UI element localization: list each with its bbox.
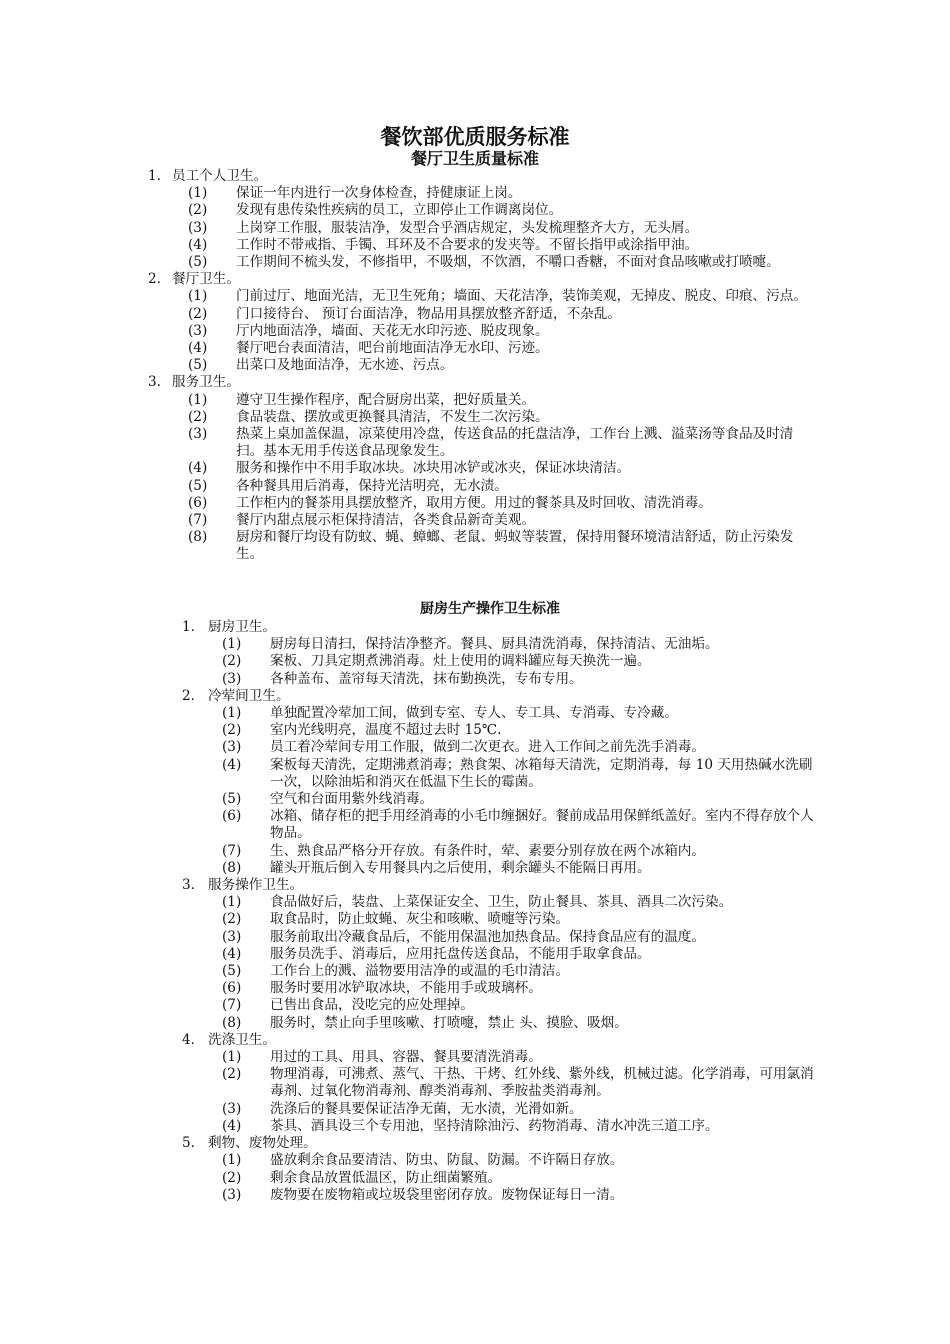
item-number: (4)	[188, 236, 208, 253]
section-title: 厨房卫生。	[208, 619, 276, 635]
list-item	[0, 791, 950, 808]
list-item	[0, 963, 950, 980]
list-item	[0, 894, 950, 911]
item-number: (3)	[222, 1100, 242, 1117]
item-text: 厅内地面洁净，墙面、天花无水印污迹、脱皮现象。	[236, 322, 549, 339]
item-text: 门前过厅、地面光洁，无卫生死角；墙面、天花洁净，装饰美观，无掉皮、脱皮、印痕、污点。	[236, 288, 807, 305]
item-number: (8)	[222, 1014, 242, 1031]
list-item	[0, 929, 950, 946]
item-number: (6)	[188, 494, 208, 511]
page-subtitle: 餐厅卫生质量标准	[410, 149, 539, 168]
list-item	[0, 997, 950, 1014]
item-text: 各种盖布、盖帘每天清洗，抹布勤换洗，专布专用。	[270, 670, 583, 687]
item-text: 餐厅吧台表面清洁，吧台前地面洁净无水印、污迹。	[236, 340, 549, 357]
item-number: (4)	[222, 1117, 242, 1134]
section-number: 1.	[148, 168, 161, 184]
section-number: 3.	[182, 877, 195, 894]
item-text: 厨房和餐厅均设有防蚊、蝇、蟑螂、老鼠、蚂蚁等装置，保持用餐环境清洁舒适，防止污染发生。	[236, 529, 794, 563]
list-item	[0, 636, 950, 653]
section-heading	[0, 168, 950, 185]
list-item	[0, 1049, 950, 1066]
list-item	[0, 529, 950, 563]
list-item	[0, 739, 950, 756]
list-item	[0, 340, 950, 357]
item-text: 单独配置冷荤加工间，做到专室、专人、专工具、专消毒、专冷藏。	[270, 705, 678, 722]
section-heading	[0, 1032, 950, 1049]
item-number: (3)	[188, 219, 208, 236]
list-item	[0, 409, 950, 426]
list-item	[0, 478, 950, 495]
item-text: 取食品时，防止蚊蝇、灰尘和咳嗽、喷嚏等污染。	[270, 911, 570, 928]
section-heading	[0, 374, 950, 391]
item-number: (5)	[188, 357, 208, 374]
item-text: 食品装盘、摆放或更换餐具清洁，不发生二次污染。	[236, 408, 549, 425]
item-text: 服务时，禁止向手里咳嗽、打喷嚏，禁止 头、摸脸、吸烟。	[270, 1014, 628, 1031]
item-text: 保证一年内进行一次身体检查，持健康证上岗。	[236, 185, 522, 202]
section-heading	[0, 877, 950, 894]
list-item	[0, 757, 950, 791]
item-number: (4)	[222, 945, 242, 962]
item-number: (5)	[222, 963, 242, 980]
item-text: 发现有患传染性疾病的员工，立即停止工作调离岗位。	[236, 202, 563, 219]
item-number: (2)	[188, 408, 208, 425]
kitchen-section-title: 厨房生产操作卫生标准	[420, 601, 560, 617]
list-item	[0, 202, 950, 219]
item-number: (1)	[222, 1152, 242, 1169]
section-number: 2.	[148, 271, 161, 288]
list-item	[0, 1015, 950, 1032]
item-text: 工作柜内的餐茶用具摆放整齐，取用方便。用过的餐茶具及时回收、清洗消毒。	[236, 494, 712, 511]
list-item	[0, 237, 950, 254]
item-number: (3)	[188, 426, 208, 443]
item-number: (3)	[222, 928, 242, 945]
list-item	[0, 323, 950, 340]
list-item	[0, 1187, 950, 1204]
item-text: 盛放剩余食品要清洁、防虫、防鼠、防漏。不许隔日存放。	[270, 1152, 624, 1169]
section-heading	[0, 1135, 950, 1152]
list-item	[0, 495, 950, 512]
section-number: 4.	[182, 1031, 195, 1048]
item-text: 食品做好后，装盘、上菜保证安全、卫生，防止餐具、茶具、酒具二次污染。	[270, 894, 733, 911]
item-number: (1)	[222, 636, 242, 653]
item-text: 物理消毒，可沸煮、蒸气、干热、干烤、红外线、紫外线，机械过滤。化学消毒，可用氯消毒剂、过氧化物消毒剂、醇类消毒剂、季胺盐类消毒剂。	[270, 1066, 814, 1100]
item-text: 门口接待台、 预订台面洁净，物品用具摆放整齐舒适，不杂乱。	[236, 305, 621, 322]
item-text: 工作期间不梳头发，不修指甲，不吸烟，不饮酒，不嚼口香糖，不面对食品咳嗽或打喷嚏。	[236, 254, 780, 271]
section-heading	[0, 271, 950, 288]
item-number: (3)	[188, 322, 208, 339]
section-title: 服务卫生。	[172, 374, 240, 391]
section-title: 员工个人卫生。	[172, 168, 268, 184]
section-number: 5.	[182, 1135, 195, 1152]
item-number: (1)	[188, 391, 208, 408]
item-number: (2)	[222, 722, 242, 739]
section-heading	[0, 688, 950, 705]
item-number: (4)	[188, 340, 208, 357]
list-item	[0, 185, 950, 202]
list-item	[0, 705, 950, 722]
item-number: (2)	[188, 202, 208, 219]
item-text: 各种餐具用后消毒，保持光洁明亮，无水渍。	[236, 477, 508, 494]
item-number: (1)	[188, 288, 208, 305]
kitchen-hygiene-list	[0, 619, 950, 1204]
list-item	[0, 980, 950, 997]
item-text: 服务员洗手、消毒后，应用托盘传送食品，不能用手取拿食品。	[270, 945, 651, 962]
item-text: 上岗穿工作服，服装洁净，发型合乎酒店规定，头发梳理整齐大方，无头屑。	[236, 219, 699, 236]
section-title: 剩物、废物处理。	[208, 1135, 317, 1152]
item-text: 工作台上的溅、溢物要用洁净的或温的毛巾清洁。	[270, 963, 570, 980]
item-text: 员工着冷荤间专用工作服，做到二次更衣。进入工作间之前先洗手消毒。	[270, 739, 705, 756]
section-title: 餐厅卫生。	[172, 271, 240, 288]
item-text: 罐头开瓶后倒入专用餐具内之后使用，剩余罐头不能隔日再用。	[270, 859, 651, 876]
list-item	[0, 1152, 950, 1169]
item-text: 热菜上桌加盖保温，凉菜使用冷盘，传送食品的托盘洁净，工作台上溅、溢菜汤等食品及时清扫。基本无用手传送食品现象发生。	[236, 426, 794, 460]
item-text: 案板每天清洗，定期沸煮消毒；熟食架、冰箱每天清洗，定期消毒，每 10 天用热碱水洗刷一次，以除油垢和消灭在低温下生长的霉菌。	[270, 756, 813, 790]
item-number: (6)	[222, 808, 242, 825]
list-item	[0, 306, 950, 323]
restaurant-hygiene-list	[0, 168, 950, 564]
item-number: (7)	[222, 842, 242, 859]
item-text: 出菜口及地面洁净，无水迹、污点。	[236, 357, 454, 374]
item-number: (1)	[222, 1049, 242, 1066]
section-number: 3.	[148, 374, 161, 391]
section-heading	[0, 619, 950, 636]
section-number: 1.	[182, 619, 195, 635]
item-text: 餐厅内甜点展示柜保持清洁，各类食品新奇美观。	[236, 512, 536, 529]
list-item	[0, 1170, 950, 1187]
item-text: 室内光线明亮，温度不超过去时 15℃.	[270, 722, 502, 739]
item-number: (2)	[222, 653, 242, 670]
item-text: 剩余食品放置低温区，防止细菌繁殖。	[270, 1169, 502, 1186]
section-title: 洗涤卫生。	[208, 1031, 276, 1048]
item-number: (2)	[222, 911, 242, 928]
item-text: 洗涤后的餐具要保证洁净无菌，无水渍，光滑如新。	[270, 1100, 583, 1117]
item-number: (8)	[222, 859, 242, 876]
item-number: (4)	[188, 460, 208, 477]
item-number: (3)	[222, 739, 242, 756]
list-item	[0, 808, 950, 842]
item-text: 冰箱、储存柜的把手用经消毒的小毛巾缠捆好。餐前成品用保鲜纸盖好。室内不得存放个人物品。	[270, 808, 814, 842]
item-number: (7)	[222, 997, 242, 1014]
item-text: 厨房每日清扫，保持洁净整齐。餐具、厨具清洗消毒，保持清洁、无油垢。	[270, 636, 719, 653]
list-item	[0, 220, 950, 237]
list-item	[0, 426, 950, 460]
list-item	[0, 1101, 950, 1118]
item-number: (1)	[188, 185, 208, 202]
list-item	[0, 1066, 950, 1100]
list-item	[0, 392, 950, 409]
list-item	[0, 653, 950, 670]
item-number: (2)	[222, 1169, 242, 1186]
item-number: (2)	[188, 305, 208, 322]
item-number: (5)	[222, 791, 242, 808]
item-text: 空气和台面用紫外线消毒。	[270, 791, 434, 808]
item-number: (1)	[222, 705, 242, 722]
section-number: 2.	[182, 687, 195, 704]
item-text: 服务时要用冰铲取冰块，不能用手或玻璃杯。	[270, 980, 542, 997]
list-item	[0, 512, 950, 529]
item-number: (2)	[222, 1066, 242, 1083]
list-item	[0, 843, 950, 860]
item-text: 茶具、酒具设三个专用池，坚持清除油污、药物消毒、清水冲洗三道工序。	[270, 1117, 719, 1134]
list-item	[0, 357, 950, 374]
item-number: (4)	[222, 756, 242, 773]
item-text: 已售出食品，没吃完的应处理掉。	[270, 997, 474, 1014]
section-title: 服务操作卫生。	[208, 877, 304, 894]
page-title: 餐饮部优质服务标准	[380, 124, 570, 149]
list-item	[0, 946, 950, 963]
item-text: 遵守卫生操作程序，配合厨房出菜，把好质量关。	[236, 391, 536, 408]
list-item	[0, 1118, 950, 1135]
item-text: 生、熟食品严格分开存放。有条件时，荤、素要分别存放在两个冰箱内。	[270, 842, 705, 859]
item-number: (3)	[222, 1186, 242, 1203]
item-number: (3)	[222, 670, 242, 687]
item-text: 服务前取出冷藏食品后，不能用保温池加热食品。保持食品应有的温度。	[270, 928, 705, 945]
item-number: (8)	[188, 529, 208, 546]
item-number: (6)	[222, 980, 242, 997]
item-number: (7)	[188, 512, 208, 529]
item-number: (1)	[222, 894, 242, 911]
item-text: 案板、刀具定期煮沸消毒。灶上使用的调料罐应每天换洗一遍。	[270, 653, 651, 670]
section-title: 冷荤间卫生。	[208, 687, 290, 704]
list-item	[0, 911, 950, 928]
item-text: 用过的工具、用具、容器、餐具要清洗消毒。	[270, 1049, 542, 1066]
item-number: (5)	[188, 254, 208, 271]
list-item	[0, 460, 950, 477]
item-text: 工作时不带戒指、手镯、耳环及不合要求的发夹等。不留长指甲或涂指甲油。	[236, 236, 699, 253]
list-item	[0, 254, 950, 271]
item-text: 废物要在废物箱或垃圾袋里密闭存放。废物保证每日一清。	[270, 1186, 624, 1203]
list-item	[0, 860, 950, 877]
list-item	[0, 722, 950, 739]
item-number: (5)	[188, 477, 208, 494]
list-item	[0, 671, 950, 688]
list-item	[0, 288, 950, 305]
item-text: 服务和操作中不用手取冰块。冰块用冰铲或冰夹，保证冰块清洁。	[236, 460, 631, 477]
